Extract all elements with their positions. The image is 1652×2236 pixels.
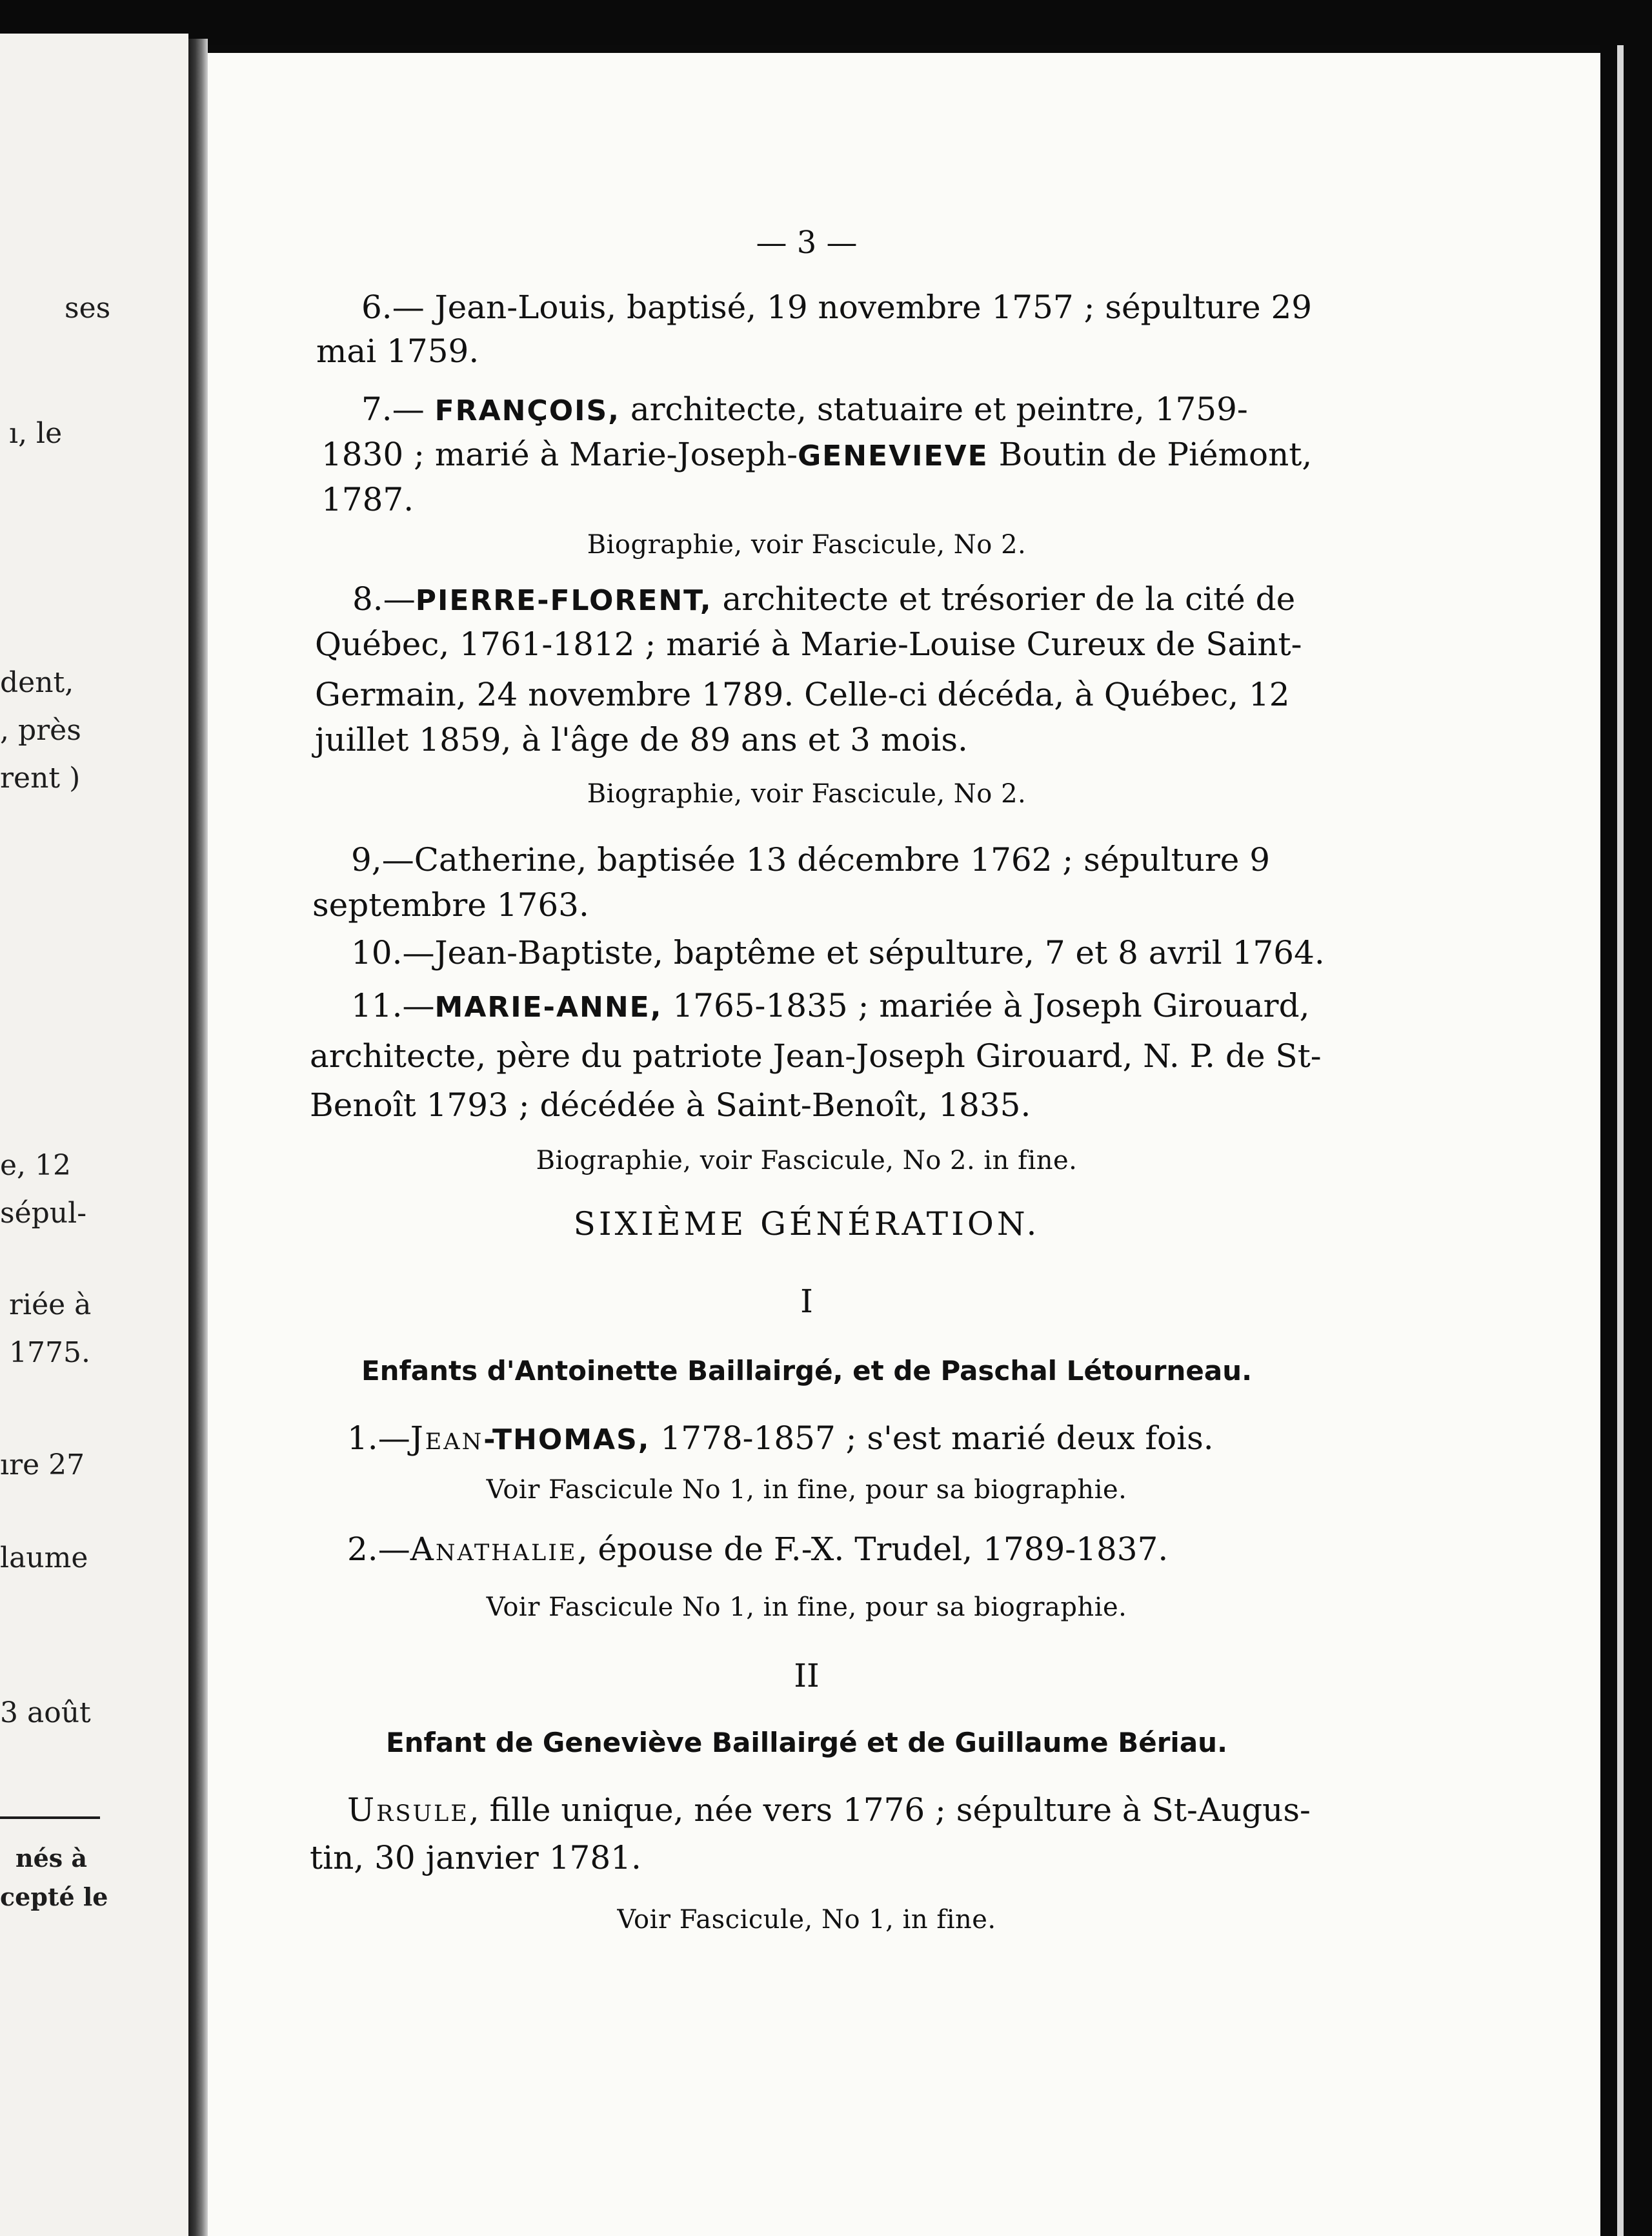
fragment-text: e, 12 — [0, 1149, 71, 1182]
entry-9-line-1: 9,—Catherine, baptisée 13 décembre 1762 ; sépulture 9 — [351, 841, 1271, 879]
biography-reference: Biographie, voir Fascicule, No 2. — [587, 530, 1027, 560]
entry-7-line-3: 1787. — [321, 481, 414, 518]
person-name: Anathalie — [410, 1530, 578, 1568]
biography-reference: Biographie, voir Fascicule, No 2. — [587, 779, 1027, 809]
part-roman-numeral: I — [800, 1283, 813, 1320]
person-first-name: Jean — [410, 1419, 484, 1457]
part-heading: Enfant de Geneviève Baillairgé et de Guillaume Bériau. — [385, 1727, 1228, 1758]
entry-text: architecte et trésorier de la cité de — [712, 580, 1296, 618]
book-gutter — [188, 39, 208, 2236]
fragment-text: dent, — [0, 666, 74, 699]
part-1-entry-2 — [347, 1526, 1168, 1572]
entry-6-line-2: mai 1759. — [316, 332, 479, 370]
person-name: MARIE-ANNE, — [434, 991, 663, 1024]
entry-number: 11.— — [351, 987, 435, 1024]
entry-9-line-2: septembre 1763. — [312, 886, 589, 924]
entry-text: 1778-1857 ; s'est marié deux fois. — [650, 1419, 1214, 1457]
part-1-entry-1 — [347, 1415, 1214, 1463]
page-number: — 3 — — [756, 225, 858, 261]
fragment-text: , près — [0, 714, 81, 747]
fragment-text: rent ) — [0, 762, 81, 795]
entry-8-line-3: Germain, 24 novembre 1789. Celle-ci décéda, à Québec, 12 — [315, 676, 1290, 713]
footnote-rule — [0, 1816, 100, 1819]
entry-number: 8.— — [352, 580, 416, 618]
entry-number: 7.— — [361, 391, 425, 428]
entry-11-line-3: Benoît 1793 ; décédée à Saint-Benoît, 1835. — [310, 1086, 1031, 1124]
part-2-entry-line-2: tin, 30 janvier 1781. — [310, 1839, 641, 1876]
entry-7-line-2 — [321, 431, 1312, 480]
facing-page-fragment — [0, 34, 188, 2236]
entry-11-line-1 — [351, 982, 1309, 1031]
part-roman-numeral: II — [794, 1657, 820, 1694]
section-title: SIXIÈME GÉNÉRATION. — [573, 1205, 1040, 1243]
fragment-text: ses — [65, 292, 111, 325]
person-name: PIERRE-FLORENT, — [415, 584, 712, 617]
entry-6-line-1: 6.— Jean-Louis, baptisé, 19 novembre 1757 ; sépulture 29 — [361, 289, 1313, 326]
fragment-text: sépul- — [0, 1197, 87, 1230]
entry-text: Boutin de Piémont, — [988, 436, 1313, 473]
fragment-text: riée à — [9, 1288, 92, 1321]
biography-reference: Voir Fascicule No 1, in fine, pour sa biographie. — [486, 1475, 1127, 1505]
scan-right-border — [1600, 45, 1652, 2236]
part-heading: Enfants d'Antoinette Baillairgé, et de Paschal Létourneau. — [361, 1355, 1253, 1387]
person-name: FRANÇOIS, — [434, 394, 620, 427]
person-name: Ursule — [347, 1791, 469, 1829]
entry-number: 2.— — [347, 1530, 410, 1568]
biography-reference: Voir Fascicule, No 1, in fine. — [617, 1905, 996, 1935]
entry-8-line-2: Québec, 1761-1812 ; marié à Marie-Louise Cureux de Saint- — [315, 625, 1302, 663]
entry-text: 1830 ; marié à Marie-Joseph- — [321, 436, 798, 473]
fragment-text: cepté le — [0, 1882, 108, 1911]
fragment-text: 3 août — [0, 1696, 91, 1729]
fragment-text: laume — [0, 1541, 88, 1574]
entry-text: 1765-1835 ; mariée à Joseph Girouard, — [662, 987, 1310, 1024]
page-edge-line — [1617, 45, 1624, 2236]
entry-10-line-1: 10.—Jean-Baptiste, baptême et sépulture, 7 et 8 avril 1764. — [351, 934, 1325, 971]
text-column — [310, 0, 1325, 2236]
entry-text: , fille unique, née vers 1776 ; sépulture à St-Augus- — [468, 1791, 1311, 1829]
fragment-text: ıre 27 — [0, 1448, 85, 1481]
entry-number: 1.— — [347, 1419, 410, 1457]
entry-text: architecte, statuaire et peintre, 1759- — [630, 391, 1248, 428]
fragment-text: nés à — [15, 1844, 88, 1873]
entry-8-line-1 — [352, 576, 1295, 624]
spouse-name: GENEVIEVE — [798, 440, 989, 473]
fragment-text: ı, le — [9, 417, 63, 450]
entry-8-line-4: juillet 1859, à l'âge de 89 ans et 3 mois. — [315, 721, 968, 758]
biography-reference: Voir Fascicule No 1, in fine, pour sa biographie. — [486, 1592, 1127, 1622]
entry-7-line-1 — [361, 386, 1248, 434]
person-name: -THOMAS, — [483, 1423, 650, 1456]
entry-text: , épouse de F.-X. Trudel, 1789-1837. — [577, 1530, 1169, 1568]
part-2-entry-line-1 — [347, 1787, 1311, 1833]
biography-reference: Biographie, voir Fascicule, No 2. in fine. — [536, 1146, 1078, 1175]
fragment-text: 1775. — [9, 1336, 90, 1369]
entry-11-line-2: architecte, père du patriote Jean-Joseph Girouard, N. P. de St- — [310, 1037, 1322, 1075]
